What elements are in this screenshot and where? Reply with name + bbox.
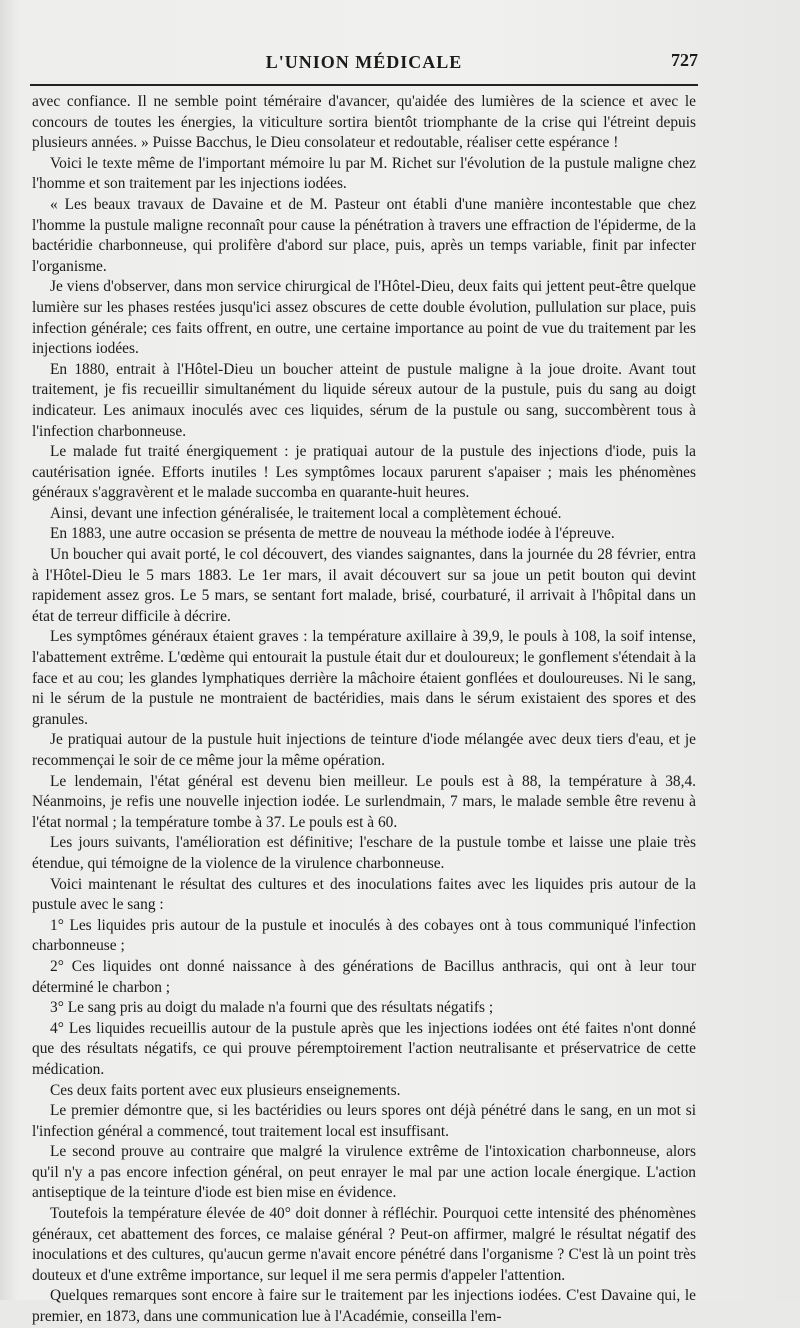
paragraph: En 1883, une autre occasion se présenta de mettre de nouveau la méthode iodée à l'épreuve. <box>50 525 615 543</box>
paragraph: Le second prouve au contraire que malgré la virulence extrême de l'intoxication charbonneuse, alors qu'il n'y a pas encore infection général, on peut enrayer le mal par une action locale énergique. L'action antiseptique de la teinture d'iode est bien mise en évidence. <box>32 1143 696 1202</box>
list-item: 4° Les liquides recueillis autour de la pustule après que les injections iodées ont été faites n'ont donné que des résultats négatifs, ce qui prouve péremptoirement l'action neutralisante et préservatrice de cette médication. <box>32 1019 696 1078</box>
paragraph: « Les beaux travaux de Davaine et de M. Pasteur ont établi d'une manière incontestable que chez l'homme la pustule maligne reconnaît pour cause la pénétration à travers une effraction de l'épiderme, de la bactéridie charbonneuse, qui prolifère d'abord sur place, puis, après un temps variable, finit par infecter l'organisme. <box>32 195 696 275</box>
page-header <box>30 52 698 78</box>
paragraph: Voici maintenant le résultat des cultures et des inoculations faites avec les liquides pris autour de la pustule avec le sang : <box>32 875 696 914</box>
paragraph: Un boucher qui avait porté, le col découvert, des viandes saignantes, dans la journée du 28 février, entra à l'Hôtel-Dieu le 5 mars 1883. Le 1er mars, il avait découvert sur sa joue un petit bouton qui devint rapidement assez gros. Le 5 mars, se sentant fort malade, brisé, courbaturé, il arrivait à l'hôpital dans un état de terreur difficile à décrire. <box>32 546 696 625</box>
paragraph: Les jours suivants, l'amélioration est définitive; l'eschare de la pustule tombe et laisse une plaie très étendue, qui témoigne de la violence de la virulence charbonneuse. <box>32 834 696 872</box>
list-item: 2° Ces liquides ont donné naissance à des générations de Bacillus anthracis, qui ont à leur tour déterminé le charbon ; <box>32 957 696 996</box>
paragraph: Quelques remarques sont encore à faire sur le traitement par les injections iodées. C'est Davaine qui, le premier, en 1873, dans une communication lue à l'Académie, conseilla l'em- <box>32 1287 696 1326</box>
list-item: 1° Les liquides pris autour de la pustule et inoculés à des cobayes ont à tous communiqué l'infection charbonneuse ; <box>32 916 696 955</box>
paragraph: Les symptômes généraux étaient graves : la température axillaire à 39,9, le pouls à 108, la soif intense, l'abattement extrême. L'œdème qui entourait la pustule était dur et douloureux; le gonflement s'étendait à la face et au cou; les glandes lymphatiques derrière la mâchoire étaient gonflées et douloureuses. Ni le sang, ni le sérum de la pustule ne montraient de bactéridies, mais dans le sérum existaient des spores et des granules. <box>32 628 696 728</box>
header-rule <box>30 84 698 86</box>
paragraph: Je viens d'observer, dans mon service chirurgical de l'Hôtel-Dieu, deux faits qui jettent peut-être quelque lumière sur les phases restées jusqu'ici assez obscures de cette double évolution, pullulation sur place, puis infection générale; ces faits offrent, en outre, une certaine importance au point de vue du traitement par les injections iodées. <box>32 278 696 358</box>
paragraph: Voici le texte même de l'important mémoire lu par M. Richet sur l'évolution de la pustule maligne chez l'homme et son traitement par les injections iodées. <box>32 154 696 193</box>
paragraph: Je pratiquai autour de la pustule huit injections de teinture d'iode mélangée avec deux tiers d'eau, et je recommençai le soir de ce même jour la même opération. <box>32 731 696 769</box>
paragraph: Ces deux faits portent avec eux plusieurs enseignements. <box>50 1081 401 1099</box>
list-item: 3° Le sang pris au doigt du malade n'a fourni que des résultats négatifs ; <box>50 999 494 1017</box>
paragraph: avec confiance. Il ne semble point téméraire d'avancer, qu'aidée des lumières de la science et avec le concours de toutes les énergies, la viticulture sortira bientôt triomphante de la crise qui l'étreint depuis plusieurs années. » Puisse Bacchus, le Dieu consolateur et redoutable, réaliser cette espérance ! <box>32 93 696 152</box>
body-text <box>32 92 696 1328</box>
paragraph: Le lendemain, l'état général est devenu bien meilleur. Le pouls est à 88, la température à 38,4. Néanmoins, je refis une nouvelle injection iodée. Le surlendmain, 7 mars, le malade semble être revenu à l'état normal ; la température tombe à 37. Le pouls est à 60. <box>32 772 696 831</box>
paragraph: Le premier démontre que, si les bactéridies ou leurs spores ont déjà pénétré dans le sang, en un mot si l'infection général a commencé, tout traitement local est insuffisant. <box>32 1102 696 1140</box>
paragraph: Le malade fut traité énergiquement : je pratiquai autour de la pustule des injections d'iode, puis la cautérisation ignée. Efforts inutiles ! Les symptômes locaux parurent s'apaiser ; mais les phénomènes généraux s'aggravèrent et le malade succomba en quarante-huit heures. <box>32 443 696 502</box>
running-title: L'UNION MÉDICALE <box>265 52 463 72</box>
paragraph: Ainsi, devant une infection généralisée, le traitement local a complètement échoué. <box>50 504 562 522</box>
page-number: 727 <box>671 50 698 70</box>
paragraph: En 1880, entrait à l'Hôtel-Dieu un boucher atteint de pustule maligne à la joue droite. Avant tout traitement, je fis recueillir simultanément du liquide séreux autour de la pustule, puis du sang au doigt indicateur. Les animaux inoculés avec ces liquides, sérum de la pustule ou sang, succombèrent tous à l'infection charbonneuse. <box>32 360 696 440</box>
paragraph: Toutefois la température élevée de 40° doit donner à réfléchir. Pourquoi cette intensité des phénomènes généraux, cet abattement des forces, ce malaise général ? Peut-on affirmer, malgré le résultat négatif des inoculations et des cultures, qu'aucun germe n'avait encore pénétré dans l'organisme ? C'est là un point très douteux et d'une extrême importance, sur lequel il me sera permis d'appeler l'attention. <box>32 1205 696 1284</box>
